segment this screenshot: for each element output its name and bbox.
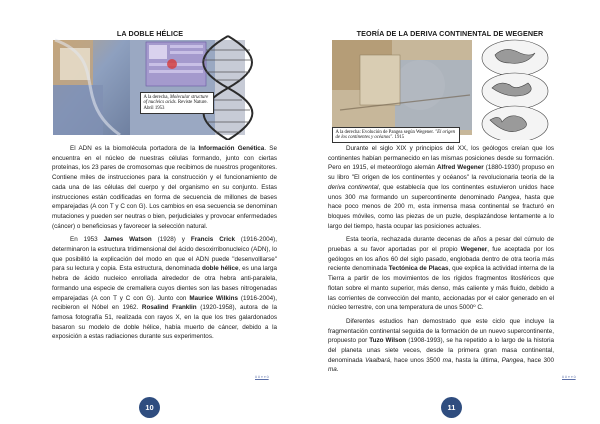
paragraph: Esta teoría, rechazada durante decenas de años a pesar del cúmulo de pruebas a su favor aportadas por el propio Wegener, fue aceptada por los geólogos en los años 60 del siglo pasado, englobada dentro de otra teoría más reciente denominada Tectónica de Placas, que explica la actividad interna de la Tierra a partir de los movimientos de los rígidos fragmentos litosféricos que flotan sobre el manto superior, más denso, más caliente y más fluido, debido a las corrientes de convección del manto, accionadas por el calor generado en el núcleo terrestre, con una temperatura de unos 5000º C. — [328, 236, 555, 312]
pangea-illustration — [300, 0, 600, 140]
left-body-text — [52, 144, 277, 346]
paragraph: Durante el siglo XIX y principios del XX, los geólogos creían que los continentes habían permanecido en las mismas posiciones desde su formación. Pero en 1915, el meteorólogo alemán Alfred Wegener (1880-1930) propuso en su libro "El origen de los continentes y océanos" la revolucionaria teoría de la deriva continental, que establecía que los continentes estuvieron unidos hace unos 300 ma formando un supercontinente denominado Pangea, hasta que hace poco menos de 200 m, esta inmensa masa continental se fracturó en bloques móviles, como las piezas de un puzle, desplazándose lentamente a lo largo del tiempo, hasta ocupar las posiciones actuales. — [328, 145, 555, 230]
end-mark: ü ü ¤ ¤ ü — [562, 375, 576, 379]
end-mark: ü ü ¤ ¤ ü — [255, 375, 269, 379]
right-body-text — [328, 144, 554, 379]
paragraph: En 1953 James Watson (1928) y Francis Crick (1916-2004), determinaron la estructura tridimensional del ácido desoxirribonucleico (ADN), lo que posibilitó la explicación del modo en que el ADN puede "desenvolllarse" para su lectura y copia. Esta estructura, denominada doble hélice, es una larga hebra de ácido nucleico enrollada alrededor de otra hebra anti-paralela, formando una especie de cremallera cuyos dientes son las bases nitrogenadas emparejadas (A con T y C con G). Junto con Maurice Wilkins (1916-2004), recibieron el Nóbel en 1962. Rosalind Franklin (1920-1958), autora de la famosa fotografía 51, realizada con rayos X, en la que los tres galardonados basaron su modelo de doble hélice, había muerto de cáncer, debido a la exposición a estas radiaciones durante sus experimentos. — [52, 236, 277, 341]
paragraph: El ADN es la biomolécula portadora de la Información Genética. Se encuentra en el núcleo de nuestras células formando, junto con ciertas proteínas, los 23 pares de cromosomas que recibimos de nuestros progenitores. Contiene miles de instrucciones para la construcción y el funcionamiento de cada una de las células del cuerpo y del organismo en su conjunto. Estas instrucciones están codificadas en forma de secuencia de millones de bases emparejadas (A con T y C con G). Los cambios en esa secuencia se denominan mutaciones y pueden ser neutras o bien, perjudiciales y provocar enfermedades (cáncer) o beneficiosas y favorecer la selección natural. — [52, 145, 277, 230]
left-page-title: LA DOBLE HÉLICE — [116, 29, 184, 38]
book-cover — [360, 55, 400, 105]
pangea-caption: A la derecha: Evolución de Pangea según Wegener. "El origen de los continentes y océanos". 1915 — [332, 127, 460, 143]
dna-caption: A la derecha, Molecular structure of nucleics acids. Reviste Nature. Abril 1953 — [140, 92, 214, 114]
world-maps — [482, 40, 548, 140]
page-number-badge: 10 — [139, 397, 160, 418]
paragraph: Diferentes estudios han demostrado que este ciclo que incluye la fragmentación continental seguida de la formación de un nuevo supercontinente, propuesto por Tuzo Wilson (1908-1993), se ha repetido a lo largo de la historia del planeta unas siete veces, desde la primera gran masa continental, denominada Vaalbará, hace unos 3500 ma, hasta la última, Pangea, hace 300 ma. — [328, 317, 554, 374]
collage-lower-block — [53, 85, 103, 135]
page-number-badge: 11 — [441, 397, 462, 418]
right-page-title: TEORÍA DE LA DERIVA CONTINENTAL DE WEGENER — [356, 29, 544, 38]
right-page — [300, 0, 600, 424]
double-helix-illustration — [0, 0, 300, 140]
